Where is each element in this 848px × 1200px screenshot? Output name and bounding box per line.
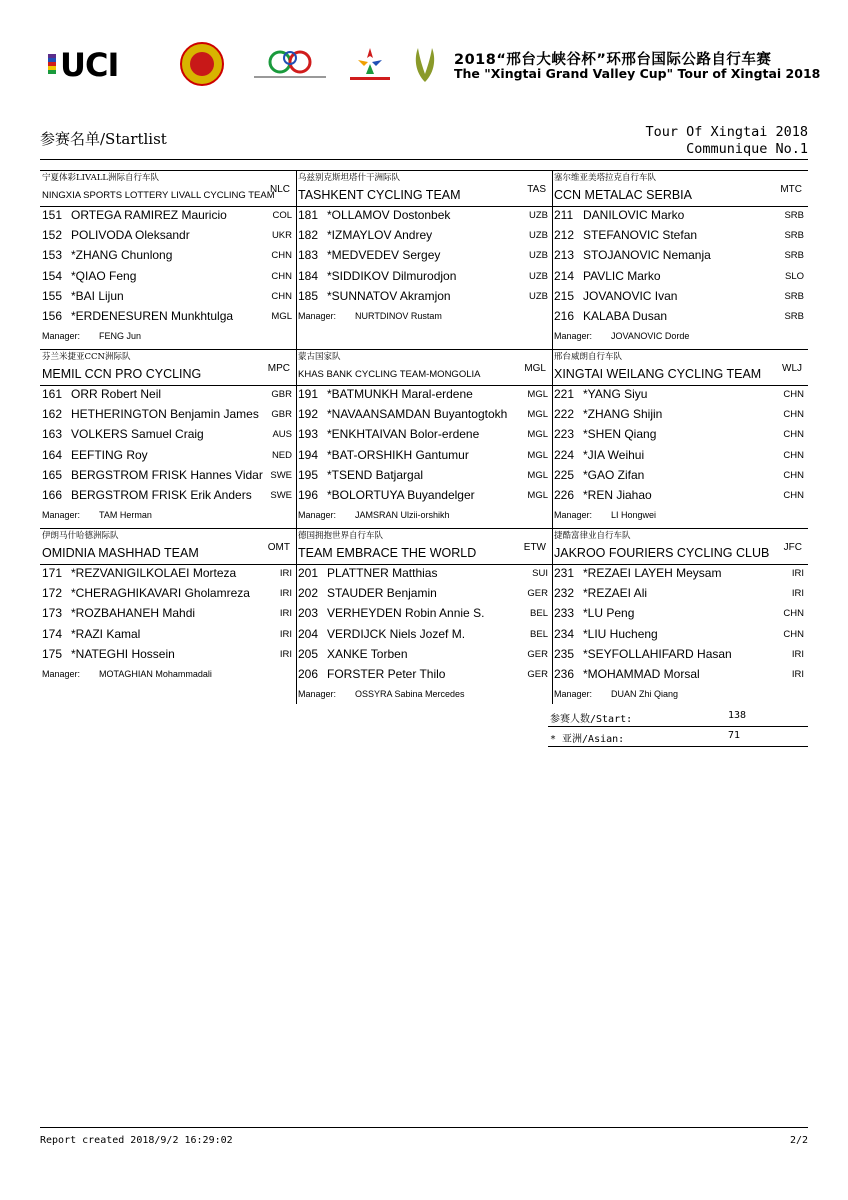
grid-rule <box>40 564 808 565</box>
rider-nationality: CHN <box>271 290 292 302</box>
page-number: 2/2 <box>789 1135 808 1146</box>
rider-row <box>554 427 806 447</box>
team-name: MEMIL CCN PRO CYCLING <box>42 367 202 381</box>
rider-number: 206 <box>298 667 319 681</box>
rider-number: 205 <box>298 646 319 661</box>
rider-row <box>42 566 294 586</box>
manager-name: LI Hongwei <box>611 510 657 521</box>
rider-name: JOVANOVIC Ivan <box>583 288 678 303</box>
rider-number: 193 <box>298 427 319 442</box>
rider-number: 202 <box>298 586 319 601</box>
rider-nationality: GER <box>527 648 548 660</box>
rider-nationality: GER <box>527 669 548 680</box>
team-name-cn: 蒙古国家队 <box>298 352 341 362</box>
grid-rule <box>40 385 808 386</box>
rider-nationality: CHN <box>783 469 804 481</box>
rider-nationality: IRI <box>279 628 292 640</box>
rider-nationality: MGL <box>527 389 548 400</box>
team-name-cn: 德国拥抱世界自行车队 <box>298 531 384 541</box>
rider-number: 185 <box>298 288 319 303</box>
rider-row <box>42 208 294 228</box>
team-name: OMIDNIA MASHHAD TEAM <box>42 546 199 560</box>
rider-name: ORTEGA RAMIREZ Mauricio <box>71 208 227 222</box>
rider-row <box>298 488 550 508</box>
rider-row <box>42 606 294 626</box>
rider-number: 216 <box>554 309 575 323</box>
rider-nationality: IRI <box>791 648 804 660</box>
rider-name: PLATTNER Matthias <box>327 566 438 580</box>
rider-row <box>42 289 294 309</box>
manager-label: Manager: <box>298 689 337 700</box>
rider-name: VERHEYDEN Robin Annie S. <box>327 606 485 621</box>
manager-label: Manager: <box>554 331 593 342</box>
event-title-cn: 2018“邢台大峡谷杯”环邢台国际公路自行车赛 <box>454 52 772 68</box>
rider-number: 153 <box>42 248 63 263</box>
rider-number: 164 <box>42 447 63 462</box>
rider-row <box>554 269 806 289</box>
rider-row <box>554 586 806 606</box>
rider-name: KALABA Dusan <box>583 309 668 323</box>
team-code: OMT <box>267 542 290 553</box>
rider-name: STEFANOVIC Stefan <box>583 228 698 243</box>
rider-number: 191 <box>298 387 319 401</box>
rider-name: *SHEN Qiang <box>583 427 657 442</box>
rider-name: DANILOVIC Marko <box>583 208 685 222</box>
team-manager <box>554 689 679 700</box>
rider-row <box>298 586 550 606</box>
rider-name: *BAI Lijun <box>71 288 124 303</box>
rider-nationality: BEL <box>530 608 548 620</box>
uci-logo: UCI <box>60 46 119 84</box>
rider-row <box>298 606 550 626</box>
rider-row <box>42 269 294 289</box>
rider-nationality: IRI <box>279 648 292 660</box>
team-name: KHAS BANK CYCLING TEAM-MONGOLIA <box>298 369 481 380</box>
rider-nationality: IRI <box>279 588 292 600</box>
rider-number: 232 <box>554 586 575 601</box>
rider-nationality: SUI <box>532 568 548 579</box>
manager-name: FENG Jun <box>99 331 142 342</box>
team-name: XINGTAI WEILANG CYCLING TEAM <box>554 367 762 381</box>
rider-name: *REZVANIGILKOLAEI Morteza <box>71 566 237 580</box>
rider-name: PAVLIC Marko <box>583 268 661 283</box>
rider-number: 156 <box>42 309 63 323</box>
rider-number: 184 <box>298 268 319 283</box>
rider-number: 235 <box>554 646 575 661</box>
rider-number: 151 <box>42 208 63 222</box>
team-manager <box>298 689 465 700</box>
rider-nationality: SWE <box>270 469 292 481</box>
rider-number: 195 <box>298 467 319 482</box>
rider-number: 204 <box>298 626 319 641</box>
rider-row <box>42 427 294 447</box>
rider-number: 231 <box>554 566 575 580</box>
team-name-cn: 芬兰米捷亚CCN洲际队 <box>42 352 131 362</box>
team-name-cn: 乌兹别克斯坦塔什干洲际队 <box>298 173 401 183</box>
rider-row <box>42 228 294 248</box>
manager-label: Manager: <box>554 510 593 521</box>
rider-row <box>554 208 806 228</box>
rider-row <box>554 627 806 647</box>
team-code: ETW <box>523 542 546 553</box>
manager-label: Manager: <box>42 331 81 342</box>
team-manager <box>42 331 142 342</box>
team-manager <box>42 510 152 521</box>
team-name-cn: 邢台威朗自行车队 <box>554 352 623 362</box>
rider-nationality: CHN <box>271 270 292 282</box>
team-manager <box>298 311 442 321</box>
rider-number: 236 <box>554 667 575 681</box>
rider-nationality: CHN <box>271 250 292 262</box>
rider-nationality: NED <box>271 449 292 461</box>
rider-row <box>42 387 294 407</box>
rider-nationality: SRB <box>784 290 804 302</box>
rider-nationality: SRB <box>784 230 804 242</box>
manager-name: DUAN Zhi Qiang <box>611 689 679 700</box>
rider-number: 183 <box>298 248 319 263</box>
rider-name: EEFTING Roy <box>71 447 148 462</box>
rider-row <box>298 667 550 687</box>
rider-number: 211 <box>554 208 574 222</box>
rider-number: 221 <box>554 387 575 401</box>
team-name-cn: 捷酷富律业自行车队 <box>554 531 631 541</box>
rider-name: *REZAEI LAYEH Meysam <box>583 566 722 580</box>
communique-number: Communique No.1 <box>686 141 808 157</box>
rider-name: *CHERAGHIKAVARI Gholamreza <box>71 586 250 601</box>
rider-name: *BAT-ORSHIKH Gantumur <box>327 447 469 462</box>
rider-row <box>42 407 294 427</box>
rider-row <box>554 667 806 687</box>
team-name-cn: 宁夏体彩LIVALL洲际自行车队 <box>42 173 159 183</box>
rider-name: VOLKERS Samuel Craig <box>71 427 204 442</box>
rider-row <box>42 488 294 508</box>
team-manager <box>554 510 657 521</box>
rider-number: 181 <box>298 208 319 222</box>
rider-name: *SIDDIKOV Dilmurodjon <box>327 268 457 283</box>
rider-nationality: UZB <box>529 270 548 282</box>
manager-name: TAM Herman <box>99 510 152 521</box>
team-name: NINGXIA SPORTS LOTTERY LIVALL CYCLING TEAM <box>42 190 275 201</box>
manager-name: MOTAGHIAN Mohammadali <box>99 669 212 679</box>
start-value: 138 <box>728 710 747 721</box>
rider-nationality: MGL <box>271 311 292 322</box>
rider-name: *BOLORTUYA Buyandelger <box>327 488 475 502</box>
team-name-cn: 伊朗马什哈德洲际队 <box>42 531 119 541</box>
team-manager <box>42 669 212 679</box>
asian-label: * 亚洲/Asian: <box>550 734 625 745</box>
rider-number: 172 <box>42 586 63 601</box>
manager-name: NURTDINOV Rustam <box>355 311 442 321</box>
event-title-en: The "Xingtai Grand Valley Cup" Tour of Xingtai 2018 <box>454 66 821 81</box>
rider-name: *ENKHTAIVAN Bolor-erdene <box>327 427 480 442</box>
rider-nationality: MGL <box>527 409 548 421</box>
rider-row <box>554 387 806 407</box>
manager-label: Manager: <box>298 510 337 521</box>
rider-nationality: MGL <box>527 449 548 461</box>
rider-nationality: COL <box>272 210 292 221</box>
rider-row <box>298 228 550 248</box>
team-code: MGL <box>524 363 546 374</box>
rider-row <box>42 627 294 647</box>
rider-nationality: GER <box>527 588 548 600</box>
manager-label: Manager: <box>298 311 337 321</box>
grid-rule <box>40 528 808 529</box>
rider-number: 214 <box>554 268 575 283</box>
rider-name: POLIVODA Oleksandr <box>71 228 190 243</box>
rider-name: BERGSTROM FRISK Hannes Vidar <box>71 467 263 482</box>
team-code: TAS <box>527 184 546 195</box>
rider-nationality: IRI <box>279 568 292 579</box>
tour-name: Tour Of Xingtai 2018 <box>645 124 808 140</box>
rider-number: 225 <box>554 467 575 482</box>
rider-row <box>42 309 294 329</box>
rider-name: *LIU Hucheng <box>583 626 658 641</box>
rider-nationality: CHN <box>783 409 804 421</box>
tour-logo-icon <box>250 44 330 84</box>
rider-name: *BATMUNKH Maral-erdene <box>327 387 473 401</box>
rider-row <box>298 387 550 407</box>
rider-nationality: CHN <box>783 449 804 461</box>
rider-name: *NATEGHI Hossein <box>71 646 175 661</box>
rider-name: STAUDER Benjamin <box>327 586 437 601</box>
rider-number: 165 <box>42 467 63 482</box>
rider-name: *OLLAMOV Dostonbek <box>327 208 451 222</box>
team-name: CCN METALAC SERBIA <box>554 188 692 202</box>
emblem-icon <box>180 42 224 86</box>
rider-nationality: UZB <box>529 290 548 302</box>
rider-nationality: CHN <box>783 389 804 400</box>
rider-name: *GAO Zifan <box>583 467 645 482</box>
rider-nationality: SRB <box>784 250 804 262</box>
rider-name: HETHERINGTON Benjamin James <box>71 407 259 422</box>
rider-nationality: GBR <box>271 389 292 400</box>
rider-row <box>554 488 806 508</box>
tour-info <box>645 124 808 158</box>
rider-row <box>298 647 550 667</box>
title-rule <box>40 159 808 160</box>
rider-number: 175 <box>42 646 63 661</box>
rider-name: *TSEND Batjargal <box>327 467 424 482</box>
rider-row <box>298 427 550 447</box>
rider-number: 163 <box>42 427 63 442</box>
rider-row <box>554 606 806 626</box>
rider-number: 161 <box>42 387 63 401</box>
rider-name: VERDIJCK Niels Jozef M. <box>327 626 466 641</box>
grid-rule <box>40 206 808 207</box>
rider-nationality: AUS <box>272 429 292 441</box>
rider-number: 171 <box>42 566 63 580</box>
rider-nationality: CHN <box>783 490 804 501</box>
rider-row <box>554 228 806 248</box>
rider-number: 196 <box>298 488 319 502</box>
rider-nationality: SLO <box>784 270 804 282</box>
rider-name: *ROZBAHANEH Mahdi <box>71 606 196 621</box>
rider-name: *ERDENESUREN Munkhtulga <box>71 309 234 323</box>
team-name: TASHKENT CYCLING TEAM <box>298 188 461 202</box>
rider-name: *IZMAYLOV Andrey <box>327 228 433 243</box>
rider-name: *MEDVEDEV Sergey <box>327 248 441 263</box>
team-manager <box>554 331 690 342</box>
rider-row <box>554 566 806 586</box>
rider-row <box>298 208 550 228</box>
rider-row <box>554 248 806 268</box>
rider-row <box>298 289 550 309</box>
team-code: MTC <box>780 184 802 195</box>
rider-row <box>554 407 806 427</box>
rider-name: *QIAO Feng <box>71 268 137 283</box>
rider-name: ORR Robert Neil <box>71 387 162 401</box>
rider-name: *YANG Siyu <box>583 387 648 401</box>
rider-nationality: SWE <box>270 490 292 501</box>
rider-number: 223 <box>554 427 575 442</box>
rider-name: BERGSTROM FRISK Erik Anders <box>71 488 252 502</box>
rider-row <box>298 269 550 289</box>
rider-name: *NAVAANSAMDAN Buyantogtokh <box>327 407 508 422</box>
team-name: JAKROO FOURIERS CYCLING CLUB <box>554 546 770 560</box>
rider-row <box>298 627 550 647</box>
team-code: WLJ <box>782 363 802 374</box>
rider-number: 192 <box>298 407 319 422</box>
rider-number: 152 <box>42 228 63 243</box>
team-name: TEAM EMBRACE THE WORLD <box>298 546 477 560</box>
rider-name: FORSTER Peter Thilo <box>327 667 446 681</box>
rider-nationality: UKR <box>271 230 292 242</box>
rider-row <box>42 448 294 468</box>
rider-number: 182 <box>298 228 319 243</box>
rider-nationality: CHN <box>783 429 804 441</box>
rider-number: 215 <box>554 288 575 303</box>
rider-row <box>298 248 550 268</box>
report-created: Report created 2018/9/2 16:29:02 <box>40 1135 233 1146</box>
rider-nationality: CHN <box>783 608 804 620</box>
rider-row <box>554 448 806 468</box>
rider-nationality: UZB <box>529 250 548 262</box>
rider-number: 194 <box>298 447 319 462</box>
rider-row <box>554 468 806 488</box>
rider-name: *REZAEI Ali <box>583 586 648 601</box>
grid-divider <box>552 170 553 704</box>
page-title: 参赛名单/Startlist <box>40 130 167 148</box>
rider-row <box>554 289 806 309</box>
manager-label: Manager: <box>554 689 593 700</box>
rider-number: 155 <box>42 288 63 303</box>
rider-number: 224 <box>554 447 575 462</box>
asian-value: 71 <box>728 730 741 741</box>
rider-name: *RAZI Kamal <box>71 626 141 641</box>
rider-nationality: IRI <box>791 568 804 579</box>
rider-number: 162 <box>42 407 63 422</box>
manager-name: JAMSRAN Ulzii-orshikh <box>355 510 450 521</box>
rider-nationality: UZB <box>529 230 548 242</box>
rider-name: STOJANOVIC Nemanja <box>583 248 711 263</box>
grid-divider <box>296 170 297 704</box>
team-code: JFC <box>783 542 802 553</box>
rider-number: 201 <box>298 566 319 580</box>
rider-nationality: SRB <box>784 210 804 221</box>
rider-nationality: IRI <box>279 608 292 620</box>
rider-number: 222 <box>554 407 575 422</box>
rider-number: 174 <box>42 626 63 641</box>
rider-row <box>42 647 294 667</box>
rider-nationality: GBR <box>271 409 292 421</box>
rider-number: 173 <box>42 606 63 621</box>
rider-nationality: BEL <box>530 628 548 640</box>
rider-nationality: UZB <box>529 210 548 221</box>
rider-row <box>554 647 806 667</box>
rider-nationality: MGL <box>527 490 548 501</box>
rider-nationality: IRI <box>791 669 804 680</box>
rider-number: 166 <box>42 488 63 502</box>
rider-name: *ZHANG Shijin <box>583 407 663 422</box>
grid-rule <box>40 349 808 350</box>
rider-row <box>298 566 550 586</box>
team-code: NLC <box>269 184 290 195</box>
rider-name: *SUNNATOV Akramjon <box>327 288 451 303</box>
rider-name: *LU Peng <box>583 606 635 621</box>
rider-number: 226 <box>554 488 575 502</box>
rider-row <box>42 468 294 488</box>
grand-valley-logo-icon <box>410 44 440 84</box>
rider-number: 234 <box>554 626 575 641</box>
rider-row <box>298 448 550 468</box>
rider-name: XANKE Torben <box>327 646 408 661</box>
rider-row <box>42 586 294 606</box>
rider-number: 233 <box>554 606 575 621</box>
rider-nationality: SRB <box>784 311 804 322</box>
rider-number: 154 <box>42 268 63 283</box>
team-manager <box>298 510 450 521</box>
rider-name: *SEYFOLLAHIFARD Hasan <box>583 646 732 661</box>
manager-name: JOVANOVIC Dorde <box>611 331 690 342</box>
rider-nationality: CHN <box>783 628 804 640</box>
rider-row <box>554 309 806 329</box>
rider-row <box>298 407 550 427</box>
rider-name: *REN Jiahao <box>583 488 652 502</box>
rider-nationality: MGL <box>527 469 548 481</box>
rider-name: *JIA Weihui <box>583 447 645 462</box>
rider-row <box>298 468 550 488</box>
rider-name: *ZHANG Chunlong <box>71 248 173 263</box>
manager-label: Manager: <box>42 510 81 521</box>
manager-label: Manager: <box>42 669 81 679</box>
rider-number: 203 <box>298 606 319 621</box>
rider-number: 213 <box>554 248 575 263</box>
uci-stripes-icon <box>48 54 56 74</box>
manager-name: OSSYRA Sabina Mercedes <box>355 689 465 700</box>
grid-rule <box>40 170 808 171</box>
team-name-cn: 塞尔维亚美塔拉克自行车队 <box>554 173 657 183</box>
header-logos <box>40 40 821 88</box>
rider-nationality: MGL <box>527 429 548 441</box>
footer-rule <box>40 1127 808 1128</box>
rider-name: *MOHAMMAD Morsal <box>583 667 700 681</box>
rider-nationality: IRI <box>791 588 804 600</box>
team-code: MPC <box>267 363 290 374</box>
rider-number: 212 <box>554 228 575 243</box>
start-label: 参赛人数/Start: <box>550 714 633 725</box>
rider-row <box>42 248 294 268</box>
sports-lottery-logo-icon <box>340 44 400 84</box>
